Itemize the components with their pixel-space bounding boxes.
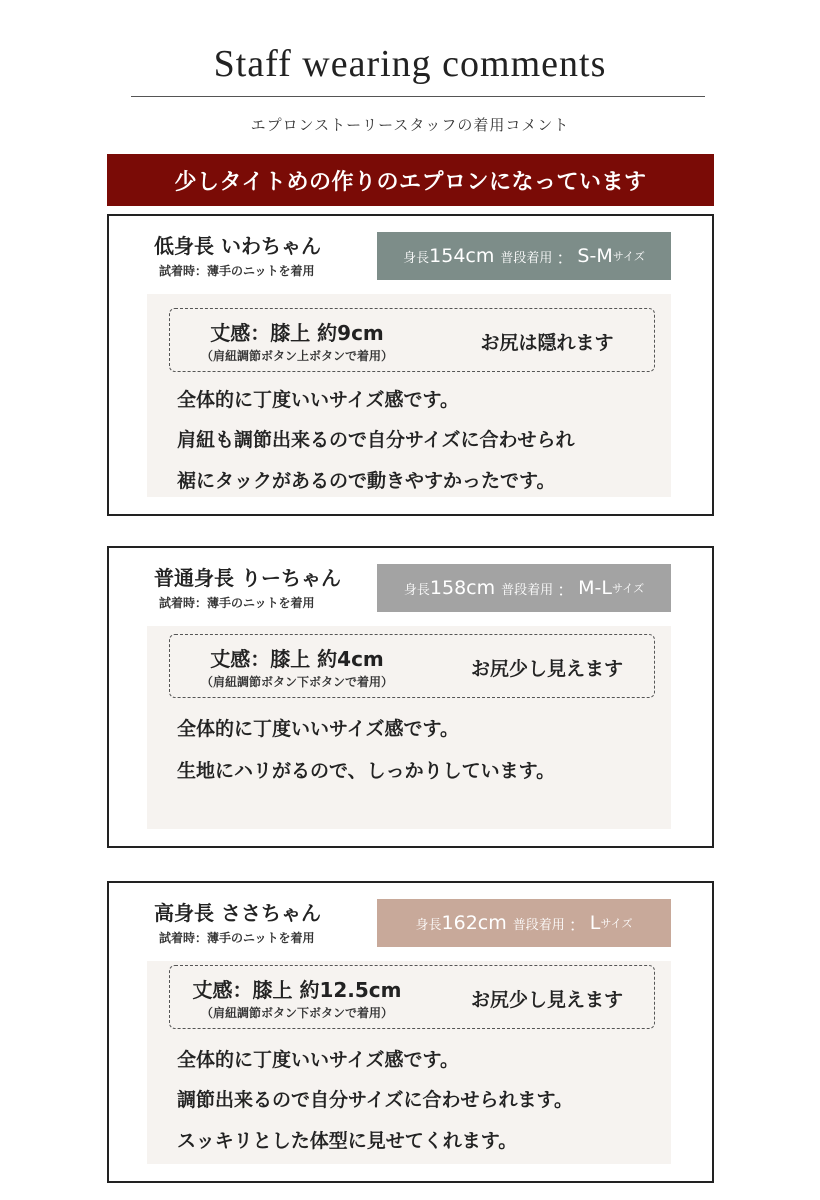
height-prefix: 身長 <box>403 250 430 266</box>
size-value: S-M <box>577 245 613 267</box>
button-note: （肩紐調節ボタン上ボタンで着用） <box>200 349 393 363</box>
comment-line: 全体的に丁度いいサイズ感です。 <box>177 389 459 411</box>
fit-box <box>169 634 655 698</box>
size-tag <box>377 899 671 947</box>
fit-box <box>169 965 655 1029</box>
height-value: 162cm <box>441 912 507 934</box>
comment-line: 全体的に丁度いいサイズ感です。 <box>177 1049 459 1071</box>
length-text: 丈感：膝上 約12.5cm <box>192 978 402 1002</box>
size-tag <box>377 564 671 612</box>
height-value: 158cm <box>429 577 496 599</box>
hip-note: お尻は隠れます <box>480 332 614 354</box>
staff-card-tall <box>107 881 714 1183</box>
usual-size-label: 普段着用 <box>501 582 554 598</box>
comment-line: スッキリとした体型に見せてくれます。 <box>177 1130 518 1152</box>
page-title: Staff wearing comments <box>213 43 607 85</box>
comment-panel <box>147 294 671 497</box>
usual-size-label: 普段着用 <box>500 250 553 266</box>
comment-panel <box>147 961 671 1164</box>
staff-name: 低身長 いわちゃん <box>154 234 321 258</box>
height-prefix: 身長 <box>415 917 442 933</box>
staff-card-medium <box>107 546 714 848</box>
comment-line: 裾にタックがあるので動きやすかったです。 <box>177 470 556 492</box>
length-text: 丈感：膝上 約4cm <box>210 647 384 671</box>
size-value: L <box>589 912 601 934</box>
comment-line: 生地にハリがるので、しっかりしています。 <box>177 760 556 782</box>
hip-note: お尻少し見えます <box>470 989 623 1011</box>
size-suffix: サイズ <box>600 917 633 930</box>
staff-name: 高身長 ささちゃん <box>154 901 321 925</box>
comment-line: 肩紐も調節出来るので自分サイズに合わせられ <box>177 429 575 451</box>
usual-size-label: 普段着用 <box>512 917 565 933</box>
size-value: M-L <box>578 577 612 599</box>
button-note: （肩紐調節ボタン下ボタンで着用） <box>200 1006 393 1020</box>
staff-card-short <box>107 214 714 516</box>
hip-note: お尻少し見えます <box>470 658 623 680</box>
page-subtitle: エプロンストーリースタッフの着用コメント <box>250 116 570 134</box>
size-suffix: サイズ <box>611 582 645 595</box>
colon: ： <box>568 915 586 936</box>
colon: ： <box>556 248 574 269</box>
height-value: 154cm <box>429 245 495 267</box>
fit-box <box>169 308 655 372</box>
trial-note: 試着時：薄手のニットを着用 <box>159 596 315 610</box>
trial-note: 試着時：薄手のニットを着用 <box>159 931 315 945</box>
colon: ： <box>557 580 575 601</box>
notice-banner: 少しタイトめの作りのエプロンになっています <box>107 154 714 206</box>
size-tag <box>377 232 671 280</box>
staff-name: 普通身長 りーちゃん <box>154 566 341 590</box>
comment-panel <box>147 626 671 829</box>
comment-line: 調節出来るので自分サイズに合わせられます。 <box>177 1089 573 1111</box>
size-suffix: サイズ <box>612 250 645 263</box>
length-text: 丈感：膝上 約9cm <box>210 321 384 345</box>
trial-note: 試着時：薄手のニットを着用 <box>159 264 315 278</box>
button-note: （肩紐調節ボタン下ボタンで着用） <box>200 675 393 689</box>
height-prefix: 身長 <box>403 582 430 598</box>
comment-line: 全体的に丁度いいサイズ感です。 <box>177 718 459 740</box>
title-divider <box>131 96 705 97</box>
